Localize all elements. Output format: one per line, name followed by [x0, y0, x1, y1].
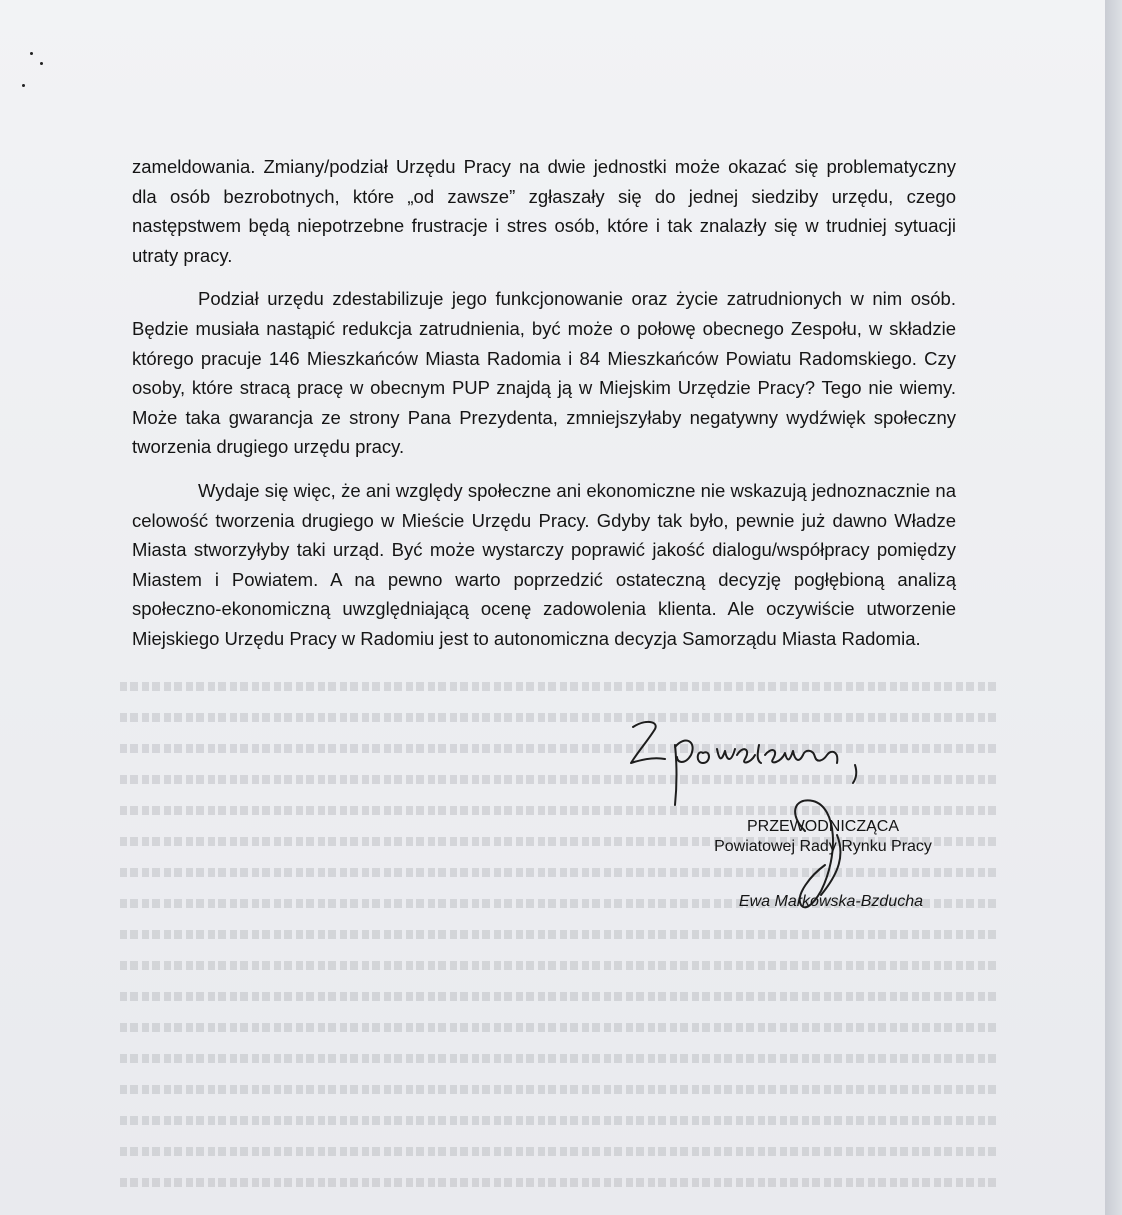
signatory-organization: Powiatowej Rady Rynku Pracy	[714, 838, 932, 855]
signatory-title: PRZEWODNICZĄCA	[747, 818, 899, 835]
signatory-name: Ewa Markowska-Bzducha	[738, 893, 923, 910]
paper-speck	[22, 84, 25, 87]
letter-body	[132, 152, 956, 668]
page-edge-shadow	[1105, 0, 1122, 1215]
paper-speck	[30, 52, 33, 55]
paper-speck	[40, 62, 43, 65]
paragraph-3: Wydaje się więc, że ani względy społeczne ani ekonomiczne nie wskazują jednoznacznie na celowość tworzenia drugiego w Mieście Urzędu Pracy. Gdyby tak było, pewnie już dawno Władze Miasta stworzyłyby taki urząd. Być może wystarczy poprawić jakość dialogu/współpracy pomiędzy Miastem i Powiatem. A na pewno warto poprzedzić ostateczną decyzję pogłębioną analizą społeczno-ekonomiczną uwzględniającą ocenę zadowolenia klienta. Ale oczywiście utworzenie Miejskiego Urzędu Pracy w Radomiu jest to autonomiczna decyzja Samorządu Miasta Radomia.	[132, 479, 956, 649]
paragraph-1: zameldowania. Zmiany/podział Urzędu Pracy na dwie jednostki może okazać się problematyczny dla osób bezrobotnych, które „od zawsze” zgłaszały się do jednej siedziby urzędu, czego następstwem będą niepotrzebne frustracje i stres osób, które i tak znalazły się w trudniej sytuacji utraty pracy.	[132, 156, 956, 266]
paragraph-2: Podział urzędu zdestabilizuje jego funkcjonowanie oraz życie zatrudnionych w nim osób. Będzie musiała nastąpić redukcja zatrudnienia, być może o połowę obecnego Zespołu, w składzie którego pracuje 146 Mieszkańców Miasta Radomia i 84 Mieszkańców Powiatu Radomskiego. Czy osoby, które stracą pracę w obecnym PUP znajdą ją w Miejskim Urzędzie Pracy? Tego nie wiemy. Może taka gwarancja ze strony Pana Prezydenta, zmniejszyłaby negatywny wydźwięk społeczny tworzenia drugiego urzędu pracy.	[132, 288, 956, 458]
